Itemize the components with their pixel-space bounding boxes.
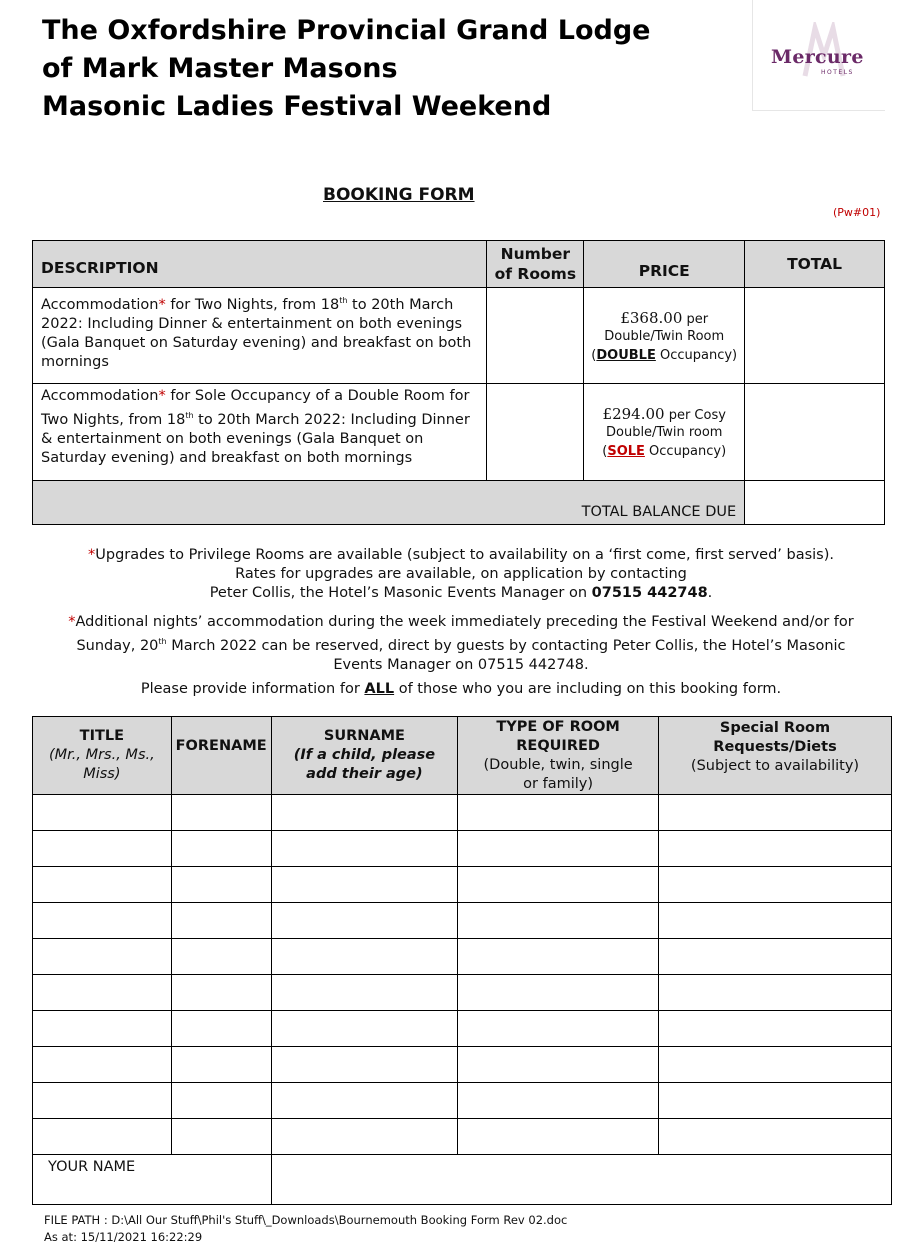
row1-desc-mid: for Two Nights, from 18 [165,296,340,313]
guest-surname-cell[interactable] [271,1047,458,1083]
form-title: BOOKING FORM [323,185,475,205]
guest-room-type-cell[interactable] [458,831,659,867]
guest-title-cell[interactable] [33,975,172,1011]
row1-sup: th [339,296,348,305]
guest-special-cell[interactable] [659,867,892,903]
rooms-header-line1: Number [500,245,571,263]
row2-total-cell[interactable] [745,384,885,481]
row2-occ-rest: Occupancy) [644,444,727,459]
guest-row [33,831,892,867]
rooms-header-line2: of Rooms [494,265,577,283]
guest-special-cell[interactable] [659,831,892,867]
col-forename-header: FORENAME [171,717,271,795]
your-name-row [33,1155,892,1205]
guest-surname-cell[interactable] [271,795,458,831]
guest-title-cell[interactable] [33,939,172,975]
note3-post: of those who you are including on this booking form. [394,681,782,697]
guest-surname-cell[interactable] [271,903,458,939]
col-price-header: PRICE [584,241,745,288]
logo-brand-text: Mercure [771,46,864,68]
guest-surname-cell[interactable] [271,1119,458,1155]
note2-line2a: Sunday, 20 [76,637,159,654]
title-header-sub: (Mr., Mrs., Ms., Miss) [48,747,155,782]
row1-price-room: Double/Twin Room [604,328,725,344]
special-header-label: Special Room Requests/Diets [713,720,837,755]
guest-title-cell[interactable] [33,903,172,939]
col-description-header: DESCRIPTION [33,241,487,288]
row2-desc-pre: Accommodation [41,388,159,404]
your-name-cell[interactable] [271,1155,891,1205]
note3-all: ALL [364,681,395,697]
row1-occ-word: DOUBLE [596,347,656,363]
surname-header-sub: (If a child, please add their age) [293,747,436,782]
guest-table [32,716,892,1205]
row1-occ-open: ( [591,347,597,363]
guest-special-cell[interactable] [659,903,892,939]
guest-special-cell[interactable] [659,975,892,1011]
guest-room-type-cell[interactable] [458,1047,659,1083]
guest-special-cell[interactable] [659,1119,892,1155]
guest-surname-cell[interactable] [271,939,458,975]
row2-desc-rest: to 20th March 2022: Including Dinner & entertainment on both evenings (Gala Banquet on Saturday evening) and breakfast on both mornings [41,411,470,466]
logo-sub-text: HOTELS [821,69,854,76]
guest-row [33,867,892,903]
guest-title-cell[interactable] [33,1011,172,1047]
title-line-3: Masonic Ladies Festival Weekend [42,91,552,122]
row2-price-per: per Cosy [664,408,726,423]
guest-row [33,1083,892,1119]
row1-total-cell[interactable] [745,288,885,384]
note1-line2: Rates for upgrades are available, on application by contacting [235,566,687,582]
guest-title-cell[interactable] [33,795,172,831]
row1-description [33,288,487,384]
guest-row [33,795,892,831]
guest-forename-cell[interactable] [171,831,271,867]
row1-price [584,288,745,384]
note2-line3: Events Manager on 07515 442748. [333,656,589,673]
guest-surname-cell[interactable] [271,1011,458,1047]
row1-desc-rest: to 20th March 2022: Including Dinner & entertainment on both evenings (Gala Banquet on Saturday evening) and breakfast on both mornings [41,296,472,370]
pricing-row-total [33,481,885,525]
note1-end: . [707,585,713,601]
note2-line2b: March 2022 can be reserved, direct by guests by contacting Peter Collis, the Hotel’s Masonic [166,637,846,654]
guest-forename-cell[interactable] [171,1047,271,1083]
guest-room-type-cell[interactable] [458,903,659,939]
guest-forename-cell[interactable] [171,903,271,939]
note-additional-nights [32,613,890,675]
row1-desc-pre: Accommodation [41,296,159,313]
col-surname-header [271,717,458,795]
guest-forename-cell[interactable] [171,1083,271,1119]
document-title [42,12,650,126]
footer-file-path: FILE PATH : D:\All Our Stuff\Phil's Stuff\_Downloads\Bournemouth Booking Form Rev 02.doc [44,1213,568,1227]
guest-row [33,903,892,939]
guest-title-cell[interactable] [33,867,172,903]
guest-special-cell[interactable] [659,795,892,831]
guest-special-cell[interactable] [659,1083,892,1119]
note1-line1: Upgrades to Privilege Rooms are available (subject to availability on a ‘first come, first served’ basis). [95,547,834,563]
guest-forename-cell[interactable] [171,975,271,1011]
guest-row [33,1011,892,1047]
guest-surname-cell[interactable] [271,1083,458,1119]
note1-asterisk: * [88,547,96,563]
guest-room-type-cell[interactable] [458,1011,659,1047]
guest-special-cell[interactable] [659,939,892,975]
note2-sup: th [158,637,167,646]
guest-title-cell[interactable] [33,1083,172,1119]
guest-title-cell[interactable] [33,1119,172,1155]
note1-line3: Peter Collis, the Hotel’s Masonic Events Manager on [209,585,592,601]
col-total-header: TOTAL [745,241,885,288]
col-room-type-header [458,717,659,795]
row2-description [33,384,487,481]
note2-line1: Additional nights’ accommodation during the week immediately preceding the Festival Weekend and/or for [75,614,854,630]
note2-asterisk: * [68,614,76,630]
guest-forename-cell[interactable] [171,1119,271,1155]
row2-occ-open: ( [602,444,608,459]
guest-room-type-cell[interactable] [458,975,659,1011]
row1-asterisk: * [158,296,166,313]
guest-room-type-cell[interactable] [458,939,659,975]
guest-room-type-cell[interactable] [458,795,659,831]
guest-row [33,975,892,1011]
guest-room-type-cell[interactable] [458,867,659,903]
reference-code: (Pw#01) [833,206,881,219]
guest-row [33,1047,892,1083]
guest-special-cell[interactable] [659,1011,892,1047]
guest-title-cell[interactable] [33,1047,172,1083]
footer-as-at: As at: 15/11/2021 16:22:29 [44,1230,203,1244]
your-name-label: YOUR NAME [33,1155,272,1205]
note1-phone: 07515 442748 [591,585,708,601]
row2-price [584,384,745,481]
row2-desc-mid: for Sole Occupancy of a Double Room for Two Nights, from 18 [41,388,470,428]
guest-room-type-cell[interactable] [458,1083,659,1119]
row1-rooms-cell[interactable] [487,288,584,384]
pricing-table [32,240,885,525]
guest-forename-cell[interactable] [171,867,271,903]
row2-price-amount: £294.00 [602,405,665,423]
total-balance-label: TOTAL BALANCE DUE [33,481,745,525]
guest-surname-cell[interactable] [271,831,458,867]
title-line-1: The Oxfordshire Provincial Grand Lodge [42,15,651,46]
total-balance-cell[interactable] [745,481,885,525]
hotel-logo [752,0,885,111]
room-type-header-sub: (Double, twin, single or family) [483,756,633,792]
guest-room-type-cell[interactable] [458,1119,659,1155]
guest-surname-cell[interactable] [271,975,458,1011]
note-upgrades [32,546,890,603]
guest-row [33,1119,892,1155]
row2-asterisk: * [158,388,166,404]
row1-price-amount: £368.00 [620,308,683,327]
guest-forename-cell[interactable] [171,939,271,975]
col-rooms-header [487,241,584,288]
special-header-sub: (Subject to availability) [690,758,860,774]
note-provide-info [32,680,890,699]
guest-forename-cell[interactable] [171,795,271,831]
room-type-header-label: TYPE OF ROOM REQUIRED [496,718,620,754]
col-title-header [33,717,172,795]
note3-pre: Please provide information for [140,681,365,697]
guest-forename-cell[interactable] [171,1011,271,1047]
row1-price-per: per [682,311,709,327]
row2-occ-word: SOLE [607,444,645,459]
guest-title-cell[interactable] [33,831,172,867]
guest-row [33,939,892,975]
pricing-row-double [33,288,885,384]
pricing-row-sole [33,384,885,481]
row1-occ-rest: Occupancy) [655,347,738,363]
title-line-2: of Mark Master Masons [42,53,398,84]
col-special-header [659,717,892,795]
row2-price-room: Double/Twin room [605,425,723,440]
row2-sup: th [185,411,194,420]
guest-surname-cell[interactable] [271,867,458,903]
guest-special-cell[interactable] [659,1047,892,1083]
surname-header-label: SURNAME [323,728,405,744]
row2-rooms-cell[interactable] [487,384,584,481]
title-header-label: TITLE [79,728,124,744]
